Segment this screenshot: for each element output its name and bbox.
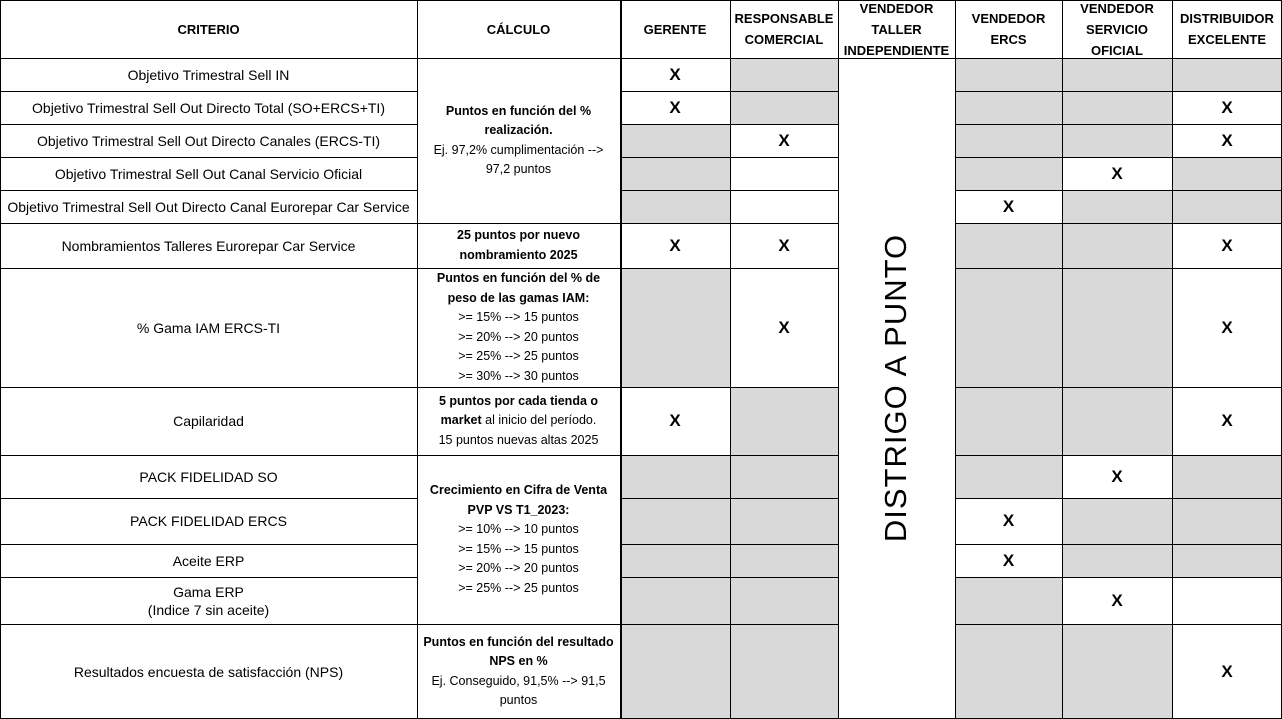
grid-line — [417, 455, 620, 456]
criterio-text: Nombramientos Talleres Eurorepar Car Service — [61, 237, 356, 254]
header-line: OFICIAL — [1091, 42, 1143, 58]
role-cell-distribuidor — [1172, 455, 1282, 498]
role-cell-distribuidor — [1172, 157, 1282, 190]
criterio-text: Gama ERP — [173, 583, 244, 600]
role-cell-responsable_comercial — [730, 157, 838, 190]
header-gerente: GERENTE — [643, 21, 707, 37]
header-line: VENDEDOR — [971, 11, 1046, 26]
check-mark: X — [1221, 661, 1233, 681]
calculo-text: 25 puntos por nuevo — [457, 228, 580, 242]
grid-line — [0, 124, 417, 125]
role-cell-distribuidor — [1172, 58, 1282, 91]
criterio-text: % Gama IAM ERCS-TI — [136, 319, 281, 336]
role-cell-gerente — [620, 387, 730, 455]
grid-line — [0, 157, 417, 158]
calculo-line — [457, 226, 580, 246]
header-line: COMERCIAL — [744, 32, 824, 47]
criterio-text: Objetivo Trimestral Sell IN — [127, 66, 290, 83]
criterio-text: Capilaridad — [173, 413, 244, 429]
grid-line — [838, 0, 839, 719]
check-mark: X — [669, 64, 681, 84]
role-cell-responsable_comercial — [730, 268, 838, 387]
role-cell-distribuidor — [1172, 91, 1282, 124]
check-mark: X — [1002, 550, 1015, 570]
check-mark: X — [669, 411, 681, 430]
grid-line — [417, 0, 418, 719]
header-calculo: CÁLCULO — [486, 21, 551, 37]
grid-line — [620, 91, 838, 92]
calculo-cell — [417, 223, 620, 268]
header-line: RESPONSABLE — [734, 11, 834, 26]
criterio-text: (Indice 7 sin aceite) — [147, 601, 270, 618]
calculo-line — [458, 540, 579, 560]
grid-line — [620, 387, 838, 388]
check-mark: X — [1221, 97, 1233, 117]
grid-line — [620, 0, 622, 719]
criterio-text: Aceite ERP — [172, 552, 245, 569]
header-distribuidor — [1172, 0, 1282, 58]
calculo-text: Puntos en función del resultado — [423, 634, 614, 649]
role-cell-vendedor_servicio — [1062, 157, 1172, 190]
role-cell-vendedor_servicio — [1062, 455, 1172, 498]
grid-line — [0, 58, 1282, 59]
calculo-text: Crecimiento en Cifra de Venta — [429, 483, 608, 497]
role-cell-responsable_comercial — [730, 577, 838, 624]
header-line: EXCELENTE — [1187, 32, 1266, 47]
header-vendedor-ercs — [955, 0, 1062, 58]
role-cell-vendedor_servicio — [1062, 387, 1172, 455]
role-cell-gerente — [620, 544, 730, 577]
calculo-line — [431, 672, 605, 692]
role-cell-gerente — [620, 190, 730, 223]
grid-line — [955, 498, 1282, 499]
calculo-line — [439, 392, 598, 412]
role-cell-distribuidor — [1172, 387, 1282, 455]
criterio-text: PACK FIDELIDAD ERCS — [130, 513, 287, 529]
role-cell-distribuidor — [1172, 577, 1282, 624]
grid-line — [0, 223, 417, 224]
role-cell-vendedor_ercs — [955, 190, 1062, 223]
grid-line — [0, 455, 417, 456]
role-cell-responsable_comercial — [730, 124, 838, 157]
calculo-text: 15 puntos nuevas altas 2025 — [438, 432, 599, 447]
calculo-text: NPS en % — [489, 654, 548, 668]
role-cell-vendedor_servicio — [1062, 577, 1172, 624]
role-cell-gerente — [620, 624, 730, 719]
criterio-cell — [0, 223, 417, 268]
role-cell-distribuidor — [1172, 544, 1282, 577]
grid-line — [955, 387, 1282, 388]
check-mark: X — [669, 97, 681, 117]
role-cell-responsable_comercial — [730, 91, 838, 124]
role-cell-gerente — [620, 157, 730, 190]
criterio-text: PACK FIDELIDAD SO — [139, 468, 278, 485]
calculo-text: market — [440, 413, 482, 428]
check-mark: X — [1221, 411, 1233, 430]
calculo-cell — [417, 387, 620, 455]
grid-line — [955, 544, 1282, 545]
role-cell-distribuidor — [1172, 624, 1282, 719]
check-mark: X — [669, 235, 681, 255]
criterio-cell — [0, 157, 417, 190]
grid-line — [620, 544, 838, 545]
role-cell-gerente — [620, 498, 730, 544]
calculo-text: Ej. 97,2% cumplimentación --> — [433, 142, 604, 157]
grid-line — [0, 190, 417, 191]
grid-line — [955, 223, 1282, 224]
calculo-cell — [417, 455, 620, 624]
grid-line — [0, 498, 417, 499]
role-cell-distribuidor — [1172, 124, 1282, 157]
role-cell-vendedor_servicio — [1062, 223, 1172, 268]
calculo-line — [434, 141, 604, 161]
criterio-text: Resultados encuesta de satisfacción (NPS) — [73, 663, 344, 680]
role-cell-vendedor_servicio — [1062, 91, 1172, 124]
role-cell-responsable_comercial — [730, 387, 838, 455]
calculo-text: >= 20% --> 20 puntos — [458, 561, 579, 575]
calculo-line — [458, 520, 579, 540]
header-vendedor-taller — [838, 0, 955, 58]
role-cell-responsable_comercial — [730, 544, 838, 577]
role-cell-vendedor_ercs — [955, 124, 1062, 157]
role-cell-distribuidor — [1172, 268, 1282, 387]
calculo-line — [468, 501, 570, 521]
calculo-line — [500, 691, 538, 711]
criterio-cell — [0, 58, 417, 91]
header-line: ERCS — [990, 32, 1027, 47]
criterio-cell — [0, 91, 417, 124]
check-mark: X — [1111, 590, 1123, 610]
criterio-cell — [0, 498, 417, 544]
calculo-text: >= 15% --> 15 puntos — [458, 541, 579, 556]
header-vendedor-servicio — [1062, 0, 1172, 58]
header-criterio: CRITERIO — [177, 21, 240, 37]
calculo-text: nombramiento 2025 — [459, 247, 578, 262]
grid-line — [0, 544, 417, 545]
role-cell-distribuidor — [1172, 190, 1282, 223]
criterio-cell — [0, 268, 417, 387]
role-cell-vendedor_servicio — [1062, 498, 1172, 544]
calculo-text: puntos — [499, 693, 538, 707]
calculo-text: Puntos en función del % de — [436, 271, 601, 285]
header-responsable-comercial — [730, 0, 838, 58]
grid-line — [620, 498, 838, 499]
grid-line — [955, 0, 956, 719]
grid-line — [620, 577, 838, 578]
grid-line — [0, 387, 417, 388]
grid-line — [955, 577, 1282, 578]
grid-line — [620, 223, 838, 224]
check-mark: X — [1111, 466, 1123, 486]
calculo-line — [486, 160, 551, 180]
grid-line — [417, 387, 620, 388]
header-line: VENDEDOR — [1080, 0, 1154, 16]
calculo-line — [458, 347, 579, 367]
check-mark: X — [1002, 196, 1015, 216]
calculo-text: PVP VS T1_2023: — [467, 502, 570, 517]
grid-line — [730, 0, 731, 719]
grid-line — [955, 268, 1282, 269]
role-cell-distribuidor — [1172, 223, 1282, 268]
grid-line — [1062, 0, 1063, 719]
calculo-line — [458, 367, 579, 387]
header-line: TALLER — [871, 21, 922, 37]
role-cell-vendedor_ercs — [955, 58, 1062, 91]
calculo-line — [437, 269, 600, 289]
grid-line — [620, 190, 838, 191]
check-mark: X — [1111, 163, 1123, 183]
role-cell-vendedor_ercs — [955, 91, 1062, 124]
calculo-line — [484, 121, 552, 141]
grid-line — [620, 624, 838, 625]
grid-line — [0, 91, 417, 92]
calculo-text: >= 25% --> 25 puntos — [458, 580, 579, 595]
calculo-line — [458, 579, 579, 599]
calculo-line — [489, 652, 547, 672]
calculo-text: >= 25% --> 25 puntos — [458, 349, 579, 363]
role-cell-vendedor_servicio — [1062, 190, 1172, 223]
role-cell-vendedor_servicio — [1062, 58, 1172, 91]
role-cell-distribuidor — [1172, 498, 1282, 544]
calculo-line — [459, 246, 577, 266]
role-cell-vendedor_ercs — [955, 223, 1062, 268]
grid-line — [0, 577, 417, 578]
role-cell-responsable_comercial — [730, 624, 838, 719]
grid-line — [955, 157, 1282, 158]
criterio-cell — [0, 387, 417, 455]
calculo-cell — [417, 624, 620, 719]
calculo-line — [441, 411, 597, 431]
criterio-text: Objetivo Trimestral Sell Out Directo Canales (ERCS-TI) — [36, 132, 381, 149]
role-cell-vendedor_servicio — [1062, 624, 1172, 719]
grid-line — [955, 455, 1282, 456]
role-cell-responsable_comercial — [730, 498, 838, 544]
role-cell-vendedor_ercs — [955, 387, 1062, 455]
role-cell-vendedor_ercs — [955, 577, 1062, 624]
grid-line — [417, 268, 620, 269]
criterio-cell — [0, 455, 417, 498]
role-cell-vendedor_servicio — [1062, 268, 1172, 387]
grid-line — [620, 268, 838, 269]
check-mark: X — [1221, 317, 1233, 337]
calculo-text: >= 15% --> 15 puntos — [458, 310, 579, 324]
role-cell-responsable_comercial — [730, 455, 838, 498]
role-cell-vendedor_ercs — [955, 268, 1062, 387]
grid-line — [955, 124, 1282, 125]
grid-line — [620, 124, 838, 125]
grid-line — [620, 157, 838, 158]
role-cell-vendedor_ercs — [955, 498, 1062, 544]
check-mark: X — [1221, 235, 1233, 255]
check-mark: X — [778, 130, 790, 150]
role-cell-gerente — [620, 223, 730, 268]
role-cell-responsable_comercial — [730, 190, 838, 223]
calculo-text: al inicio del período. — [481, 413, 597, 428]
grid-line — [955, 91, 1282, 92]
grid-line — [620, 455, 838, 456]
criterio-cell — [0, 624, 417, 719]
calculo-text: >= 10% --> 10 puntos — [458, 522, 579, 536]
calculo-line — [439, 431, 599, 451]
role-cell-gerente — [620, 124, 730, 157]
role-cell-vendedor_servicio — [1062, 544, 1172, 577]
check-mark: X — [778, 235, 790, 255]
grid-line — [1172, 0, 1173, 719]
role-cell-gerente — [620, 577, 730, 624]
vertical-label-cell — [838, 58, 955, 718]
role-cell-gerente — [620, 58, 730, 91]
calculo-text: >= 30% --> 30 puntos — [458, 368, 579, 383]
role-cell-gerente — [620, 268, 730, 387]
grid-line — [0, 268, 417, 269]
calculo-text: Ej. Conseguido, 91,5% --> 91,5 — [431, 673, 606, 688]
role-cell-vendedor_servicio — [1062, 124, 1172, 157]
criterio-cell — [0, 190, 417, 223]
role-cell-vendedor_ercs — [955, 544, 1062, 577]
role-cell-vendedor_ercs — [955, 624, 1062, 719]
header-line: INDEPENDIENTE — [843, 42, 950, 58]
vertical-label: DISTRIGO A PUNTO — [878, 233, 914, 543]
calculo-cell — [417, 58, 620, 223]
grid-line — [0, 624, 417, 625]
check-mark: X — [778, 317, 790, 337]
role-cell-gerente — [620, 455, 730, 498]
grid-line — [417, 223, 620, 224]
criterio-text: Objetivo Trimestral Sell Out Directo Total (SO+ERCS+TI) — [32, 99, 385, 116]
calculo-line — [423, 633, 613, 653]
calculo-line — [458, 308, 579, 328]
criterio-cell — [0, 544, 417, 577]
criterio-cell — [0, 577, 417, 624]
calculo-line — [446, 102, 591, 122]
criterio-text: Objetivo Trimestral Sell Out Directo Canal Eurorepar Car Service — [7, 198, 410, 215]
calculo-text: realización. — [484, 123, 553, 137]
role-cell-gerente — [620, 91, 730, 124]
calculo-text: 97,2 puntos — [485, 162, 552, 176]
calculo-line — [458, 559, 579, 579]
calculo-cell — [417, 268, 620, 387]
criterio-cell — [0, 124, 417, 157]
role-cell-responsable_comercial — [730, 58, 838, 91]
grid-line — [955, 624, 1282, 625]
criterio-text: Objetivo Trimestral Sell Out Canal Servicio Oficial — [54, 165, 363, 182]
role-cell-vendedor_ercs — [955, 157, 1062, 190]
calculo-line — [430, 481, 607, 501]
header-line: DISTRIBUIDOR — [1180, 11, 1274, 26]
role-cell-vendedor_ercs — [955, 455, 1062, 498]
calculo-text: >= 20% --> 20 puntos — [458, 329, 579, 344]
header-line: SERVICIO — [1086, 21, 1148, 37]
calculo-text: 5 puntos por cada tienda o — [438, 393, 599, 408]
calculo-text: peso de las gamas IAM: — [447, 290, 590, 305]
calculo-text: Puntos en función del % — [445, 103, 592, 118]
header-line: VENDEDOR — [859, 0, 934, 16]
calculo-line — [448, 289, 590, 309]
calculo-line — [458, 328, 579, 348]
role-cell-responsable_comercial — [730, 223, 838, 268]
grid-line — [417, 624, 620, 625]
check-mark: X — [1002, 511, 1015, 530]
check-mark: X — [1221, 130, 1233, 150]
grid-line — [955, 190, 1282, 191]
